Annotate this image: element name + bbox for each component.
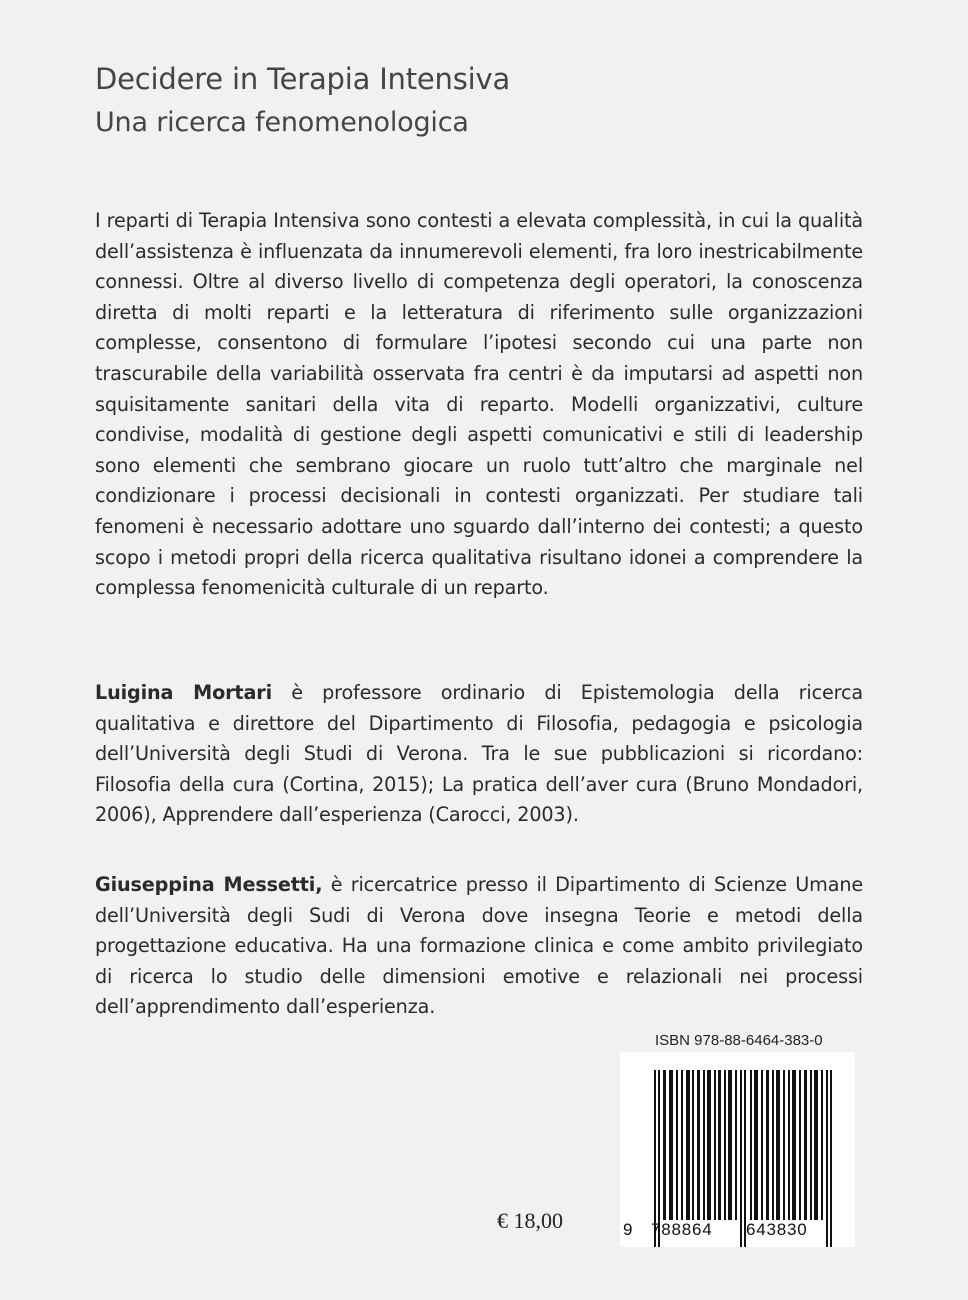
author-bio-text: è ricercatrice presso il Dipartimento di Scienze Umane dell’Università degli Sudi di Verona dove insegna Teorie e metodi della progettazione educativa. Ha una formazione clinica e come ambito privilegiato di ricerca lo studio delle dimensioni emotive e relazionali nei processi dell’apprendimento dall’esperienza. bbox=[95, 873, 863, 1019]
author-bio-messetti bbox=[95, 870, 863, 1023]
book-title: Decidere in Terapia Intensiva bbox=[95, 62, 511, 96]
barcode-left-digits: 788864 bbox=[651, 1220, 713, 1239]
author-bio-mortari bbox=[95, 678, 863, 831]
author-bio-text: è professore ordinario di Epistemologia della ricerca qualitativa e direttore del Dipartimento di Filosofia, pedagogia e psicologia dell’Università degli Studi di Verona. Tra le sue pubblicazioni si ricordano: Filosofia della cura (Cortina, 2015); La pratica dell’aver cura (Bruno Mondadori, 2006), Apprendere dall’esperienza (Carocci, 2003). bbox=[95, 681, 863, 827]
barcode-right-digits: 643830 bbox=[746, 1220, 808, 1239]
author-name: Luigina Mortari bbox=[95, 681, 272, 704]
book-subtitle: Una ricerca fenomenologica bbox=[95, 107, 469, 138]
isbn-label: ISBN 978-88-6464-383-0 bbox=[655, 1032, 823, 1049]
author-name: Giuseppina Messetti, bbox=[95, 873, 323, 896]
price: € 18,00 bbox=[497, 1208, 563, 1233]
description-paragraph: I reparti di Terapia Intensiva sono contesti a elevata complessità, in cui la qualità dell’assistenza è influenzata da innumerevoli elementi, fra loro inestricabilmente connessi. Oltre al diverso livello di competenza degli operatori, la conoscenza diretta di molti reparti e la letteratura di riferimento sulle organizzazioni complesse, consentono di formulare l’ipotesi secondo cui una parte non trascurabile della variabilità osservata fra centri è da imputarsi ad aspetti non squisitamente sanitari della vita di reparto. Modelli organizzativi, culture condivise, modalità di gestione degli aspetti comunicativi e stili di leadership sono elementi che sembrano giocare un ruolo tutt’altro che marginale nel condizionare i processi decisionali in contesti organizzati. Per studiare tali fenomeni è necessario adottare uno sguardo dall’interno dei contesti; a questo scopo i metodi propri della ricerca qualitativa risultano idonei a comprendere la complessa fenomenicità culturale di un reparto. bbox=[95, 209, 863, 600]
barcode bbox=[620, 1052, 855, 1247]
barcode-bars bbox=[620, 1052, 855, 1247]
barcode-first-digit: 9 bbox=[623, 1220, 633, 1239]
